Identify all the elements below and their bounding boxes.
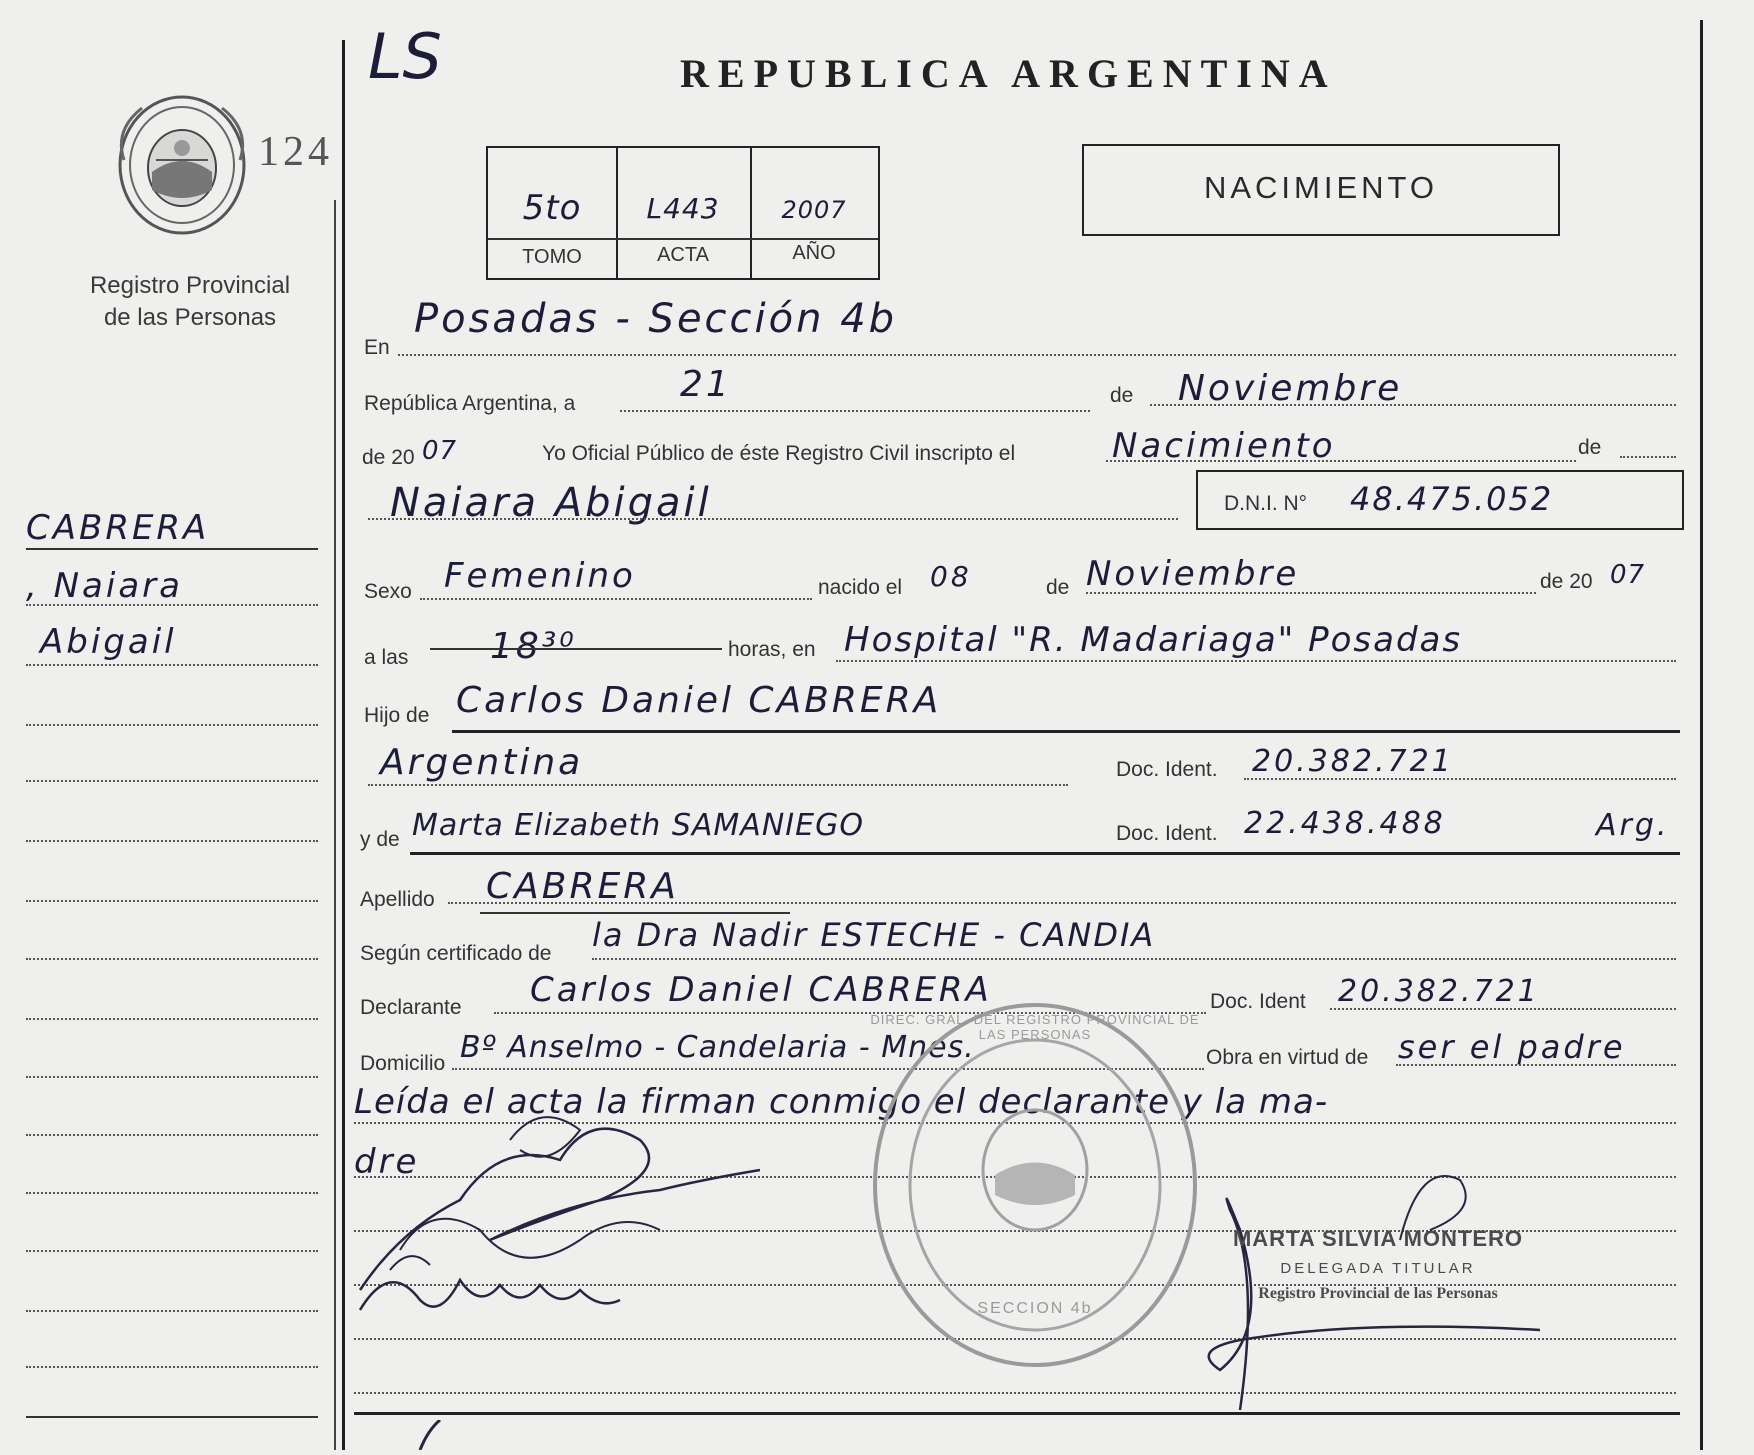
sexo-label: Sexo [364,580,412,603]
dni-box [1196,470,1684,530]
lugar-value: Hospital "R. Madariaga" Posadas [844,620,1463,660]
margin-line [26,780,318,782]
leida-line1: Leída el acta la firman conmigo el declarante y la ma- [354,1082,1329,1122]
domicilio-value: Bº Anselmo - Candelaria - Mnes. [460,1030,975,1065]
apellido-underline [480,912,790,914]
madre-value: Marta Elizabeth SAMANIEGO [412,808,864,843]
en-label: En [364,336,390,359]
margin-line [26,1366,318,1368]
sexo-line [420,598,812,600]
month-line [1150,404,1676,406]
nacido-year: 07 [1610,560,1646,590]
record-box-divider [488,238,878,240]
record-type-box [1082,144,1560,236]
declarante-label: Declarante [360,996,462,1019]
hijo-label: Hijo de [364,704,430,727]
tomo-value: 5to [522,188,582,228]
nombre-line [368,518,1178,520]
margin-note-line2: , Naiara [26,566,183,606]
padre-doc-value: 20.382.721 [1252,744,1454,779]
margin-line [26,900,318,902]
country-title: REPUBLICA ARGENTINA [680,51,1337,96]
acta-value: L443 [646,192,720,225]
doc-label: Doc. Ident. [1116,758,1218,781]
padre-underline [452,730,1680,733]
tomo-label: TOMO [522,246,582,268]
lugar-line [836,660,1676,662]
yde-label: y de [360,828,400,851]
bottom-ink-mark [410,1420,450,1450]
acto-line [1106,460,1576,462]
declarante-doc-value: 20.382.721 [1338,974,1540,1009]
margin-line [26,840,318,842]
leida-line2: dre [354,1142,420,1182]
month-value: Noviembre [1178,368,1403,409]
sexo-value: Femenino [444,556,636,596]
de-label: de [1110,384,1134,407]
hora-value: 18³⁰ [490,626,577,667]
year-value: 07 [422,436,458,466]
obra-value: ser el padre [1398,1028,1626,1066]
record-number-box [486,146,880,280]
left-margin-rule-inner [334,200,336,1450]
doc3-label: Doc. Ident [1210,990,1306,1013]
stamp-role: DELEGADA TITULAR [1280,1260,1476,1277]
obra-line [1396,1064,1676,1066]
de20-label: de 20 [1540,570,1593,593]
margin-line [26,664,318,666]
nacido-line [1086,592,1536,594]
margin-bottom-rule [26,1416,318,1418]
folio-number: 124 [258,129,333,175]
margin-line [26,1076,318,1078]
mother-signature [350,1240,630,1330]
padre-value: Carlos Daniel CABRERA [456,680,942,721]
declarante-doc-line [1330,1008,1676,1010]
nacido-label: nacido el [818,576,903,599]
nacido-day: 08 [930,560,972,593]
acto-value: Nacimiento [1112,426,1336,466]
margin-note-line3: Abigail [40,622,177,662]
domicilio-label: Domicilio [360,1052,446,1075]
apellido-value: CABRERA [486,866,679,907]
dni-value: 48.475.052 [1350,480,1554,518]
right-border-rule [1700,20,1703,1450]
madre-nacionalidad: Arg. [1596,808,1670,843]
stamp-office: Registro Provincial de las Personas [1258,1285,1498,1302]
day-value: 21 [680,364,732,405]
doc2-label: Doc. Ident. [1116,822,1218,845]
nombre-value: Naiara Abigail [390,480,712,526]
margin-line [26,1018,318,1020]
margin-line [26,1192,318,1194]
de3-label: de [1046,576,1070,599]
margin-note-line1: CABRERA [26,508,210,548]
ano-value: 2007 [781,196,847,224]
registry-name-line1: Registro Provincial [89,272,291,299]
registry-seal-logo [112,90,252,240]
seal-ring-text: DIREC. GRAL. DEL REGISTRO PROVINCIAL DE LAS PERSONAS [870,1012,1200,1042]
margin-line [26,958,318,960]
apellido-line [448,902,1676,904]
ano-label: AÑO [792,242,836,264]
margin-line [26,1310,318,1312]
margin-line [26,1250,318,1252]
alas-label: a las [364,646,409,669]
day-line [620,410,1090,412]
declarante-value: Carlos Daniel CABRERA [530,970,992,1010]
de2-line [1620,456,1676,458]
margin-line [26,1134,318,1136]
padre-nacionalidad: Argentina [380,742,584,783]
margin-line [26,724,318,726]
registry-name-line2: de las Personas [103,304,277,331]
apellido-label: Apellido [360,888,435,911]
hora-line [430,648,722,650]
margin-line [26,604,318,606]
padre-doc-line [1244,778,1676,780]
madre-doc-value: 22.438.488 [1244,806,1446,841]
official-stamp [1168,1226,1588,1303]
en-value: Posadas - Sección 4b [414,296,898,342]
madre-underline [410,852,1680,855]
obra-label: Obra en virtud de [1206,1046,1369,1069]
en-line [398,354,1676,356]
corner-mark: LS [368,20,442,93]
year-prefix-label: de 20 [362,446,415,469]
record-type-label: NACIMIENTO [1203,170,1439,205]
nacido-month: Noviembre [1086,554,1300,594]
certificado-line [592,958,1676,960]
seal-center-text: SECCION 4b [977,1300,1093,1317]
certificado-value: la Dra Nadir ESTECHE - CANDIA [592,916,1156,954]
margin-note-rule [26,548,318,550]
registry-name [40,270,340,334]
oficial-text: Yo Oficial Público de éste Registro Civil inscripto el [542,442,1016,465]
acta-label: ACTA [657,244,709,266]
padre-nac-line [368,784,1068,786]
dni-label: D.N.I. N° [1224,492,1308,515]
republica-label: República Argentina, a [364,392,576,415]
de2-label: de [1578,436,1602,459]
stamp-name: MARTA SILVIA MONTERO [1232,1226,1524,1251]
segun-label: Según certificado de [360,942,552,965]
official-seal [870,1000,1200,1370]
horas-label: horas, en [728,638,816,661]
